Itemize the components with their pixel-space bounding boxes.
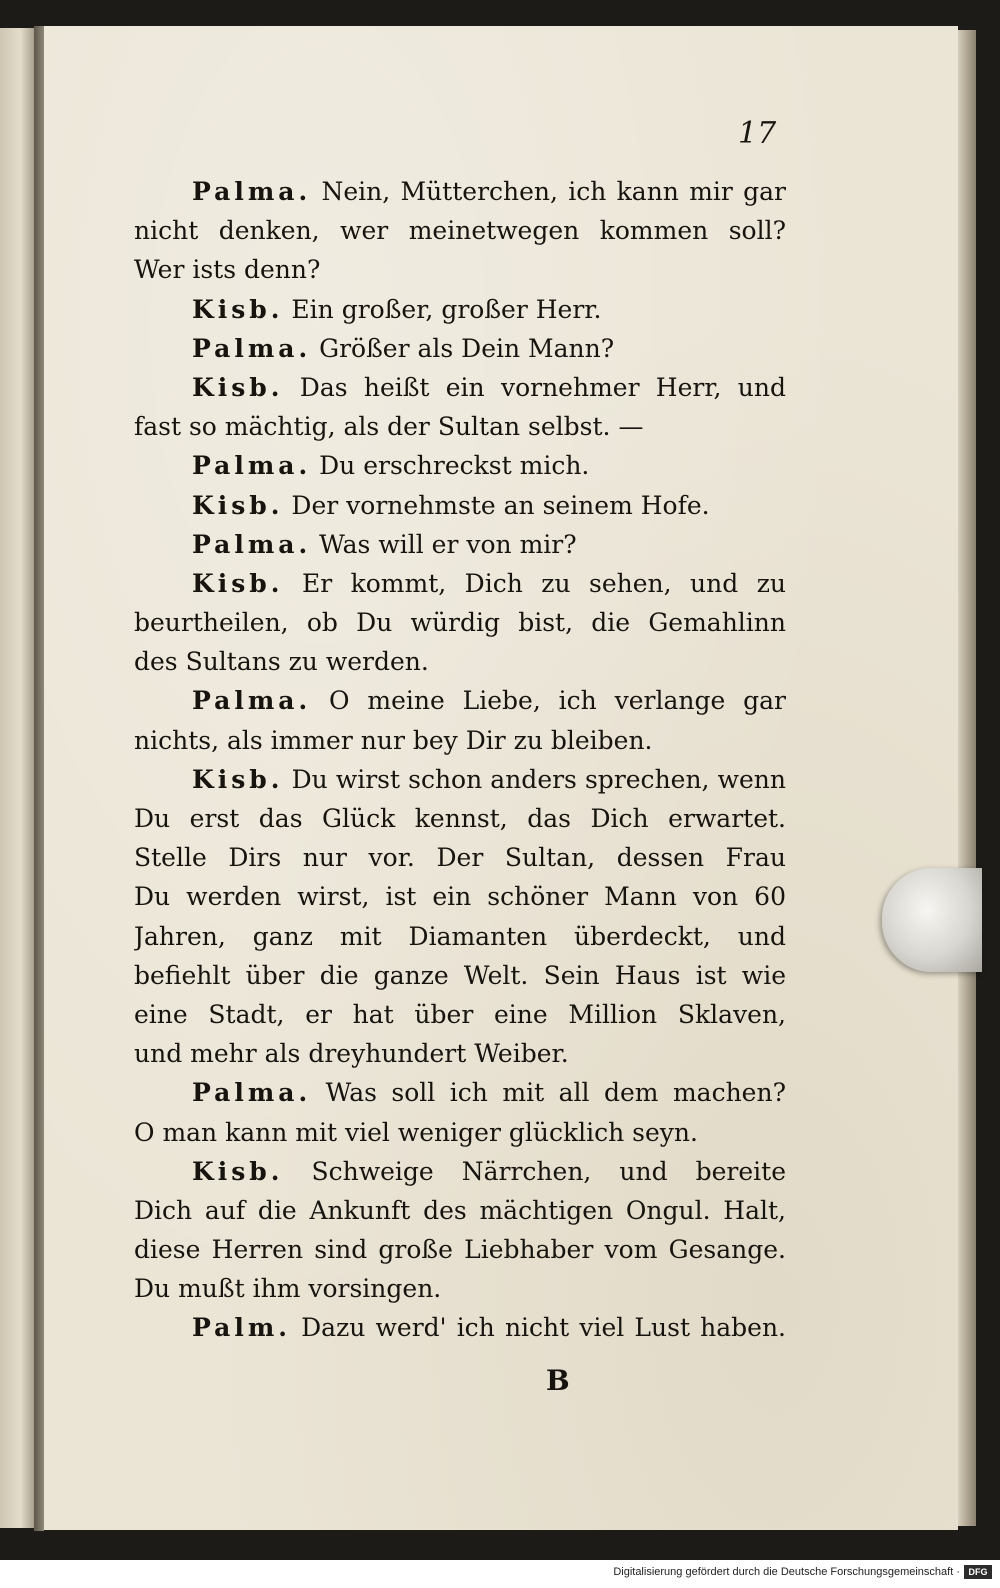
speaker-name: Palma. <box>192 686 312 716</box>
text-line <box>134 1073 786 1112</box>
page-number: 17 <box>738 116 777 151</box>
text-line <box>134 486 786 525</box>
speaker-name: Palma. <box>192 529 312 559</box>
line-text: Dazu werd' ich nicht viel Lust haben. <box>290 1313 786 1343</box>
speaker-name: Palma. <box>192 333 312 363</box>
text-line <box>134 1034 786 1073</box>
line-text: diese Herren sind große Liebhaber vom Gesange. <box>134 1235 786 1265</box>
text-line <box>134 799 786 838</box>
text-line <box>134 290 786 329</box>
text-line <box>134 525 786 564</box>
speaker-name: Kisb. <box>192 294 284 324</box>
text-line <box>134 917 786 956</box>
text-line <box>134 838 786 877</box>
page-tab-marker <box>882 868 982 972</box>
line-text: Du erst das Glück kennst, das Dich erwartet. <box>134 804 786 833</box>
dfg-logo: DFG <box>964 1565 992 1579</box>
text-line <box>134 956 786 995</box>
text-line <box>134 250 786 289</box>
speaker-name: Palma. <box>192 177 312 206</box>
line-text: Er kommt, Dich zu sehen, und zu <box>283 568 786 598</box>
page-stack-edge <box>958 30 976 1526</box>
line-text: Stelle Dirs nur vor. Der Sultan, dessen Frau <box>134 843 786 873</box>
line-text: nicht denken, wer meinetwegen kommen soll? <box>134 216 786 246</box>
text-line <box>134 172 786 211</box>
text-line <box>134 1230 786 1269</box>
line-text: des Sultans zu werden. <box>134 647 429 677</box>
text-line <box>134 1152 786 1191</box>
text-line <box>134 603 786 642</box>
line-text: und mehr als dreyhundert Weiber. <box>134 1039 569 1069</box>
text-line <box>134 446 786 485</box>
text-line <box>134 760 786 799</box>
line-text: Größer als Dein Mann? <box>311 333 615 363</box>
line-text: Du mußt ihm vorsingen. <box>134 1274 442 1304</box>
speaker-name: Kisb. <box>192 490 284 520</box>
line-text: O meine Liebe, ich verlange gar <box>311 686 786 716</box>
text-line <box>134 642 786 681</box>
signature-mark: B <box>546 1364 570 1397</box>
text-line <box>134 564 786 603</box>
text-line <box>134 368 786 407</box>
line-text: befiehlt über die ganze Welt. Sein Haus ist wie <box>134 960 786 990</box>
speaker-name: Kisb. <box>192 764 284 794</box>
line-text: Der vornehmste an seinem Hofe. <box>283 490 710 520</box>
line-text: eine Stadt, er hat über eine Million Sklaven, <box>134 999 786 1029</box>
text-line <box>134 1308 786 1347</box>
speaker-name: Kisb. <box>192 1156 284 1186</box>
text-line <box>134 1113 786 1152</box>
line-text: nichts, als immer nur bey Dir zu bleiben. <box>134 725 653 755</box>
text-line <box>134 211 786 250</box>
speaker-name: Palm. <box>192 1313 291 1343</box>
line-text: Schweige Närrchen, und bereite <box>283 1156 786 1186</box>
line-text: Du werden wirst, ist ein schöner Mann von 60 <box>134 882 786 912</box>
text-line <box>134 995 786 1034</box>
line-text: Jahren, ganz mit Diamanten überdeckt, und <box>134 921 786 951</box>
speaker-name: Palma. <box>192 451 312 481</box>
line-text: Du wirst schon anders sprechen, wenn <box>283 764 786 794</box>
line-text: Das heißt ein vornehmer Herr, und <box>283 372 786 402</box>
text-line <box>134 329 786 368</box>
line-text: Was will er von mir? <box>311 529 577 559</box>
footer-credit: Digitalisierung gefördert durch die Deutsche Forschungsgemeinschaft · <box>613 1566 960 1578</box>
speaker-name: Kisb. <box>192 568 284 598</box>
text-line <box>134 721 786 760</box>
footer-bar <box>0 1560 1000 1588</box>
dialogue-text <box>134 172 786 1348</box>
line-text: Ein großer, großer Herr. <box>283 294 602 324</box>
line-text: Wer ists denn? <box>134 255 321 285</box>
line-text: Dich auf die Ankunft des mächtigen Ongul. Halt, <box>134 1195 786 1225</box>
text-line <box>134 877 786 916</box>
text-line <box>134 1191 786 1230</box>
line-text: beurtheilen, ob Du würdig bist, die Gemahlinn <box>134 608 786 638</box>
book-gutter <box>34 26 44 1531</box>
line-text: Du erschreckst mich. <box>311 451 590 481</box>
text-line <box>134 1269 786 1308</box>
line-text: fast so mächtig, als der Sultan selbst. — <box>134 412 644 442</box>
speaker-name: Palma. <box>192 1078 312 1108</box>
text-line <box>134 407 786 446</box>
line-text: Was soll ich mit all dem machen? <box>311 1078 786 1108</box>
left-page-edge <box>0 28 34 1528</box>
text-line <box>134 681 786 720</box>
line-text: O man kann mit viel weniger glücklich seyn. <box>134 1117 698 1147</box>
speaker-name: Kisb. <box>192 372 284 402</box>
line-text: Nein, Mütterchen, ich kann mir gar <box>311 177 786 206</box>
